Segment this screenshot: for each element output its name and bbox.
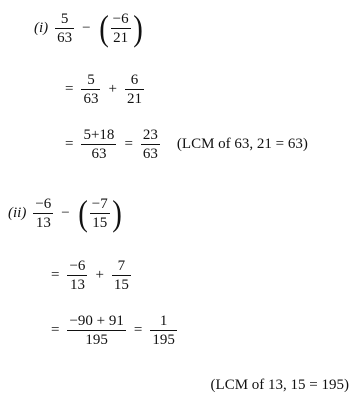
fraction — [81, 127, 116, 162]
part2-line3 — [44, 313, 178, 348]
denominator: 13 — [69, 277, 85, 293]
denominator: 63 — [91, 146, 107, 162]
equals: = — [51, 267, 60, 283]
numerator: 5 — [87, 72, 95, 88]
fraction-bar — [150, 330, 177, 331]
equals: = — [65, 81, 74, 97]
fraction-bar — [55, 28, 74, 29]
fraction — [141, 127, 160, 162]
denominator: 15 — [92, 214, 108, 231]
numerator: −6 — [112, 10, 129, 27]
part2-label: (ii) — [8, 204, 27, 221]
equals: = — [65, 136, 74, 152]
part1-line2 — [58, 72, 145, 107]
fraction — [67, 258, 87, 293]
equals: = — [133, 322, 143, 338]
numerator: 5 — [60, 10, 69, 27]
denominator: 195 — [85, 332, 108, 348]
fraction — [150, 313, 177, 348]
fraction — [67, 313, 125, 348]
fraction-bar — [111, 28, 131, 29]
right-paren: ) — [111, 193, 122, 233]
fraction — [112, 258, 131, 293]
denominator: 63 — [142, 146, 158, 162]
fraction — [81, 72, 100, 107]
denominator: 195 — [152, 332, 175, 348]
fraction — [125, 72, 144, 107]
denominator: 13 — [35, 214, 51, 231]
operator: + — [108, 81, 117, 97]
operator: − — [82, 19, 91, 36]
numerator: −6 — [35, 195, 52, 212]
fraction — [90, 196, 110, 231]
numerator: 5+18 — [83, 127, 115, 143]
fraction-bar — [81, 144, 116, 145]
lcm-note: (LCM of 63, 21 = 63) — [176, 136, 308, 152]
numerator: 23 — [142, 127, 158, 143]
left-paren: ( — [98, 8, 109, 48]
part2-line2 — [44, 258, 132, 293]
numerator: 1 — [159, 313, 168, 329]
equals: = — [51, 322, 60, 338]
numerator: 7 — [117, 258, 126, 274]
fraction-bar — [81, 89, 100, 90]
fraction-bar — [112, 275, 131, 276]
denominator: 21 — [113, 29, 129, 46]
numerator: 6 — [130, 72, 139, 88]
lcm-note: (LCM of 13, 15 = 195) — [210, 377, 349, 393]
denominator: 21 — [126, 91, 142, 107]
numerator: −90 + 91 — [69, 313, 124, 329]
part1-label: (i) — [34, 19, 49, 36]
fraction-bar — [125, 89, 144, 90]
fraction-bar — [67, 275, 87, 276]
denominator: 63 — [57, 29, 73, 46]
denominator: 15 — [113, 277, 129, 293]
fraction-bar — [90, 213, 110, 214]
numerator: −6 — [69, 258, 86, 274]
denominator: 63 — [83, 91, 99, 107]
fraction-bar — [67, 330, 125, 331]
numerator: −7 — [91, 195, 108, 212]
fraction-bar — [141, 144, 160, 145]
part2-line1 — [8, 195, 123, 231]
fraction — [111, 11, 131, 46]
left-paren: ( — [77, 193, 88, 233]
equals: = — [124, 136, 133, 152]
operator: − — [61, 204, 70, 221]
operator: + — [95, 267, 104, 283]
right-paren: ) — [132, 8, 143, 48]
fraction — [55, 11, 74, 46]
part1-line3 — [58, 127, 308, 162]
part1-line1 — [34, 10, 144, 46]
fraction-bar — [33, 213, 53, 214]
fraction — [33, 196, 53, 231]
